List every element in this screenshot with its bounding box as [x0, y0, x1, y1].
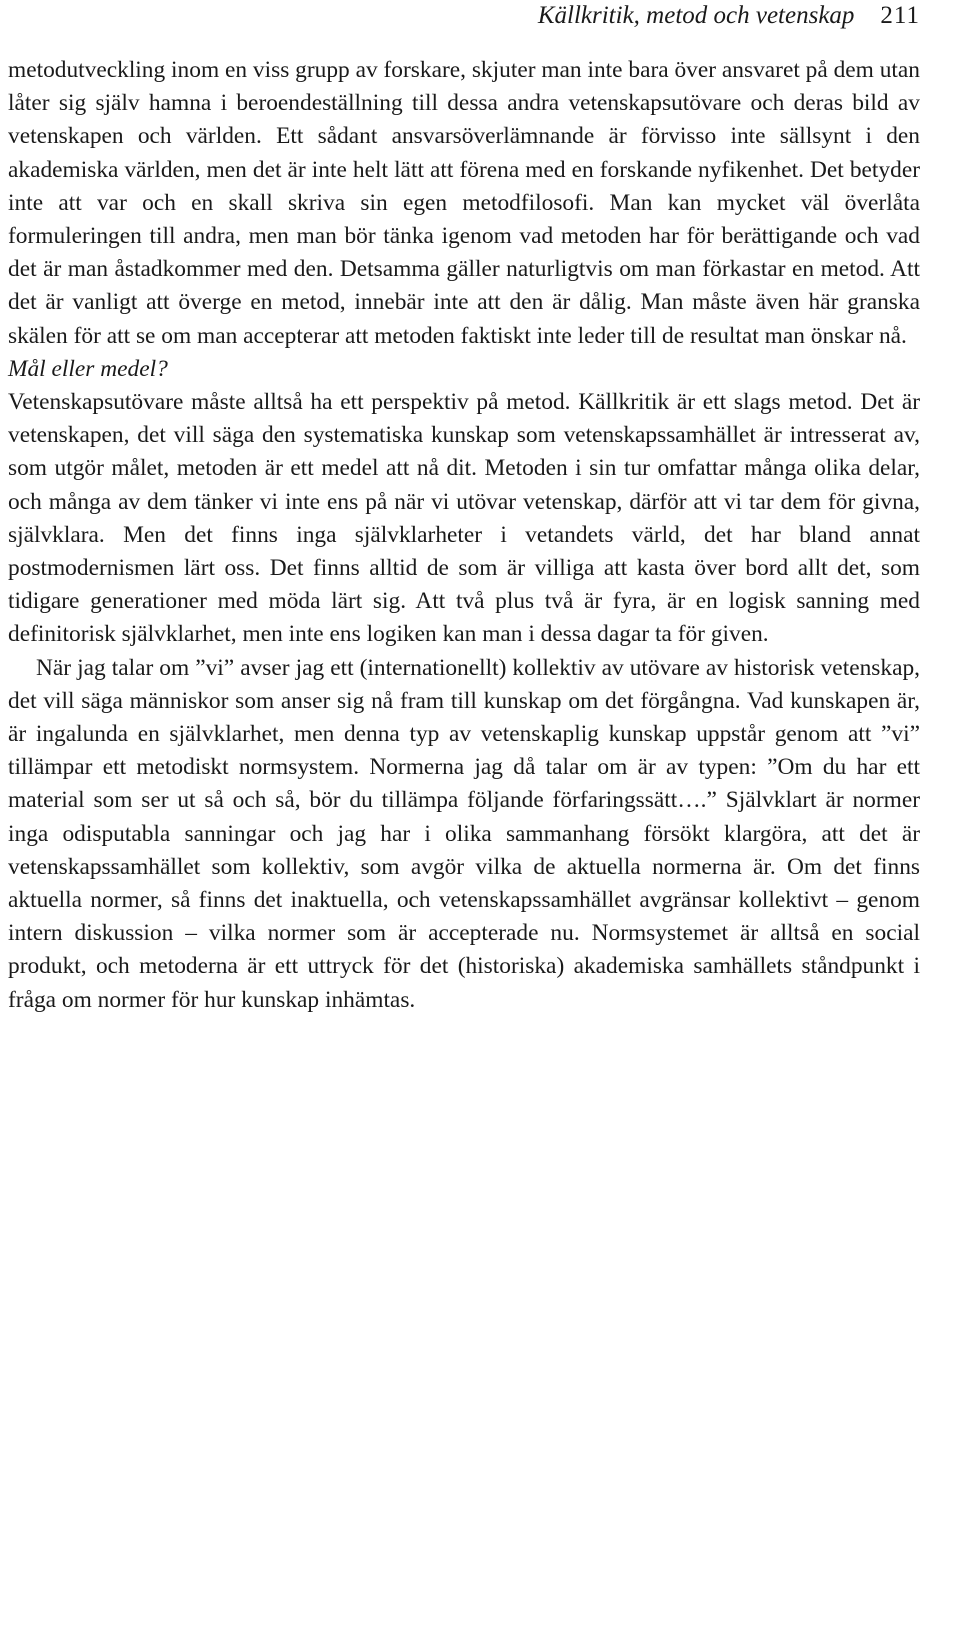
paragraph: När jag talar om ”vi” avser jag ett (internationellt) kollektiv av utövare av historisk vetenskap, det vill säga människor som anser sig nå fram till kunskap om det förgångna. Vad kunskapen är, är ingalunda en självklarhet, men denna typ av vetenskaplig kunskap uppstår genom att ”vi” tillämpar ett metodiskt normsystem. Normerna jag då talar om är av typen: ”Om du har ett material som ser ut så och så, bör du tillämpa följande förfaringssätt….” Självklart är normer inga odisputabla sanningar och jag har i olika sammanhang försökt klargöra, att det är vetenskapssamhället som kollektiv, som avgör vilka de aktuella normerna är. Om det finns aktuella normer, så finns det inaktuella, och vetenskapssamhället avgränsar kollektivt – genom intern diskussion – vilka normer som är accepterade nu. Normsystemet är alltså en social produkt, och metoderna är ett uttryck för det (historiska) akademiska samhällets ståndpunkt i fråga om normer för hur kunskap inhämtas.: [8, 654, 920, 1013]
page-number: 211: [880, 2, 920, 29]
paragraph: metodutveckling inom en viss grupp av forskare, skjuter man inte bara över ansvaret på dem utan låter sig själv hamna i beroendeställning till dessa andra vetenskapsutövare och deras bild av vetenskapen och världen. Ett sådant ansvarsöverlämnande är förvisso inte sällsynt i den akademiska världen, men det är inte helt lätt att förena med en forskande nyfikenhet. Det betyder inte att var och en skall skriva sin egen metodfilosofi. Man kan mycket väl överlåta formuleringen till andra, men man bör tänka igenom vad metoden har för berättigande och vad det är man åstadkommer med den. Detsamma gäller naturligtvis om man förkastar en metod. Att det är vanligt att överge en metod, innebär inte att den är dålig. Man måste även här granska skälen för att se om man accepterar att metoden faktiskt inte leder till de resultat man önskar nå.: [8, 57, 920, 349]
running-title: Källkritik, metod och vetenskap: [537, 2, 855, 29]
body-text: [8, 54, 920, 1017]
running-header: [8, 0, 920, 54]
paragraph: Vetenskapsutövare måste alltså ha ett perspektiv på metod. Källkritik är ett slags metod. Det är vetenskapen, det vill säga den systematiska kunskap som vetenskapssamhället är intresserat av, som utgör målet, metoden är ett medel att nå dit. Metoden i sin tur omfattar många olika delar, och många av dem tänker vi inte ens på när vi utövar vetenskap, därför att vi tar dem för givna, självklara. Men det finns inga självklarheter i vetandets värld, det har bland annat postmodernismen lärt oss. Det finns alltid de som är villiga att kasta över bord allt det, som tidigare generationer med möda lärt sig. Att två plus två är fyra, är en logisk sanning med definitorisk självklarhet, men inte ens logiken kan man i dessa dagar ta för given.: [8, 389, 920, 648]
section-heading: Mål eller medel?: [8, 355, 168, 382]
